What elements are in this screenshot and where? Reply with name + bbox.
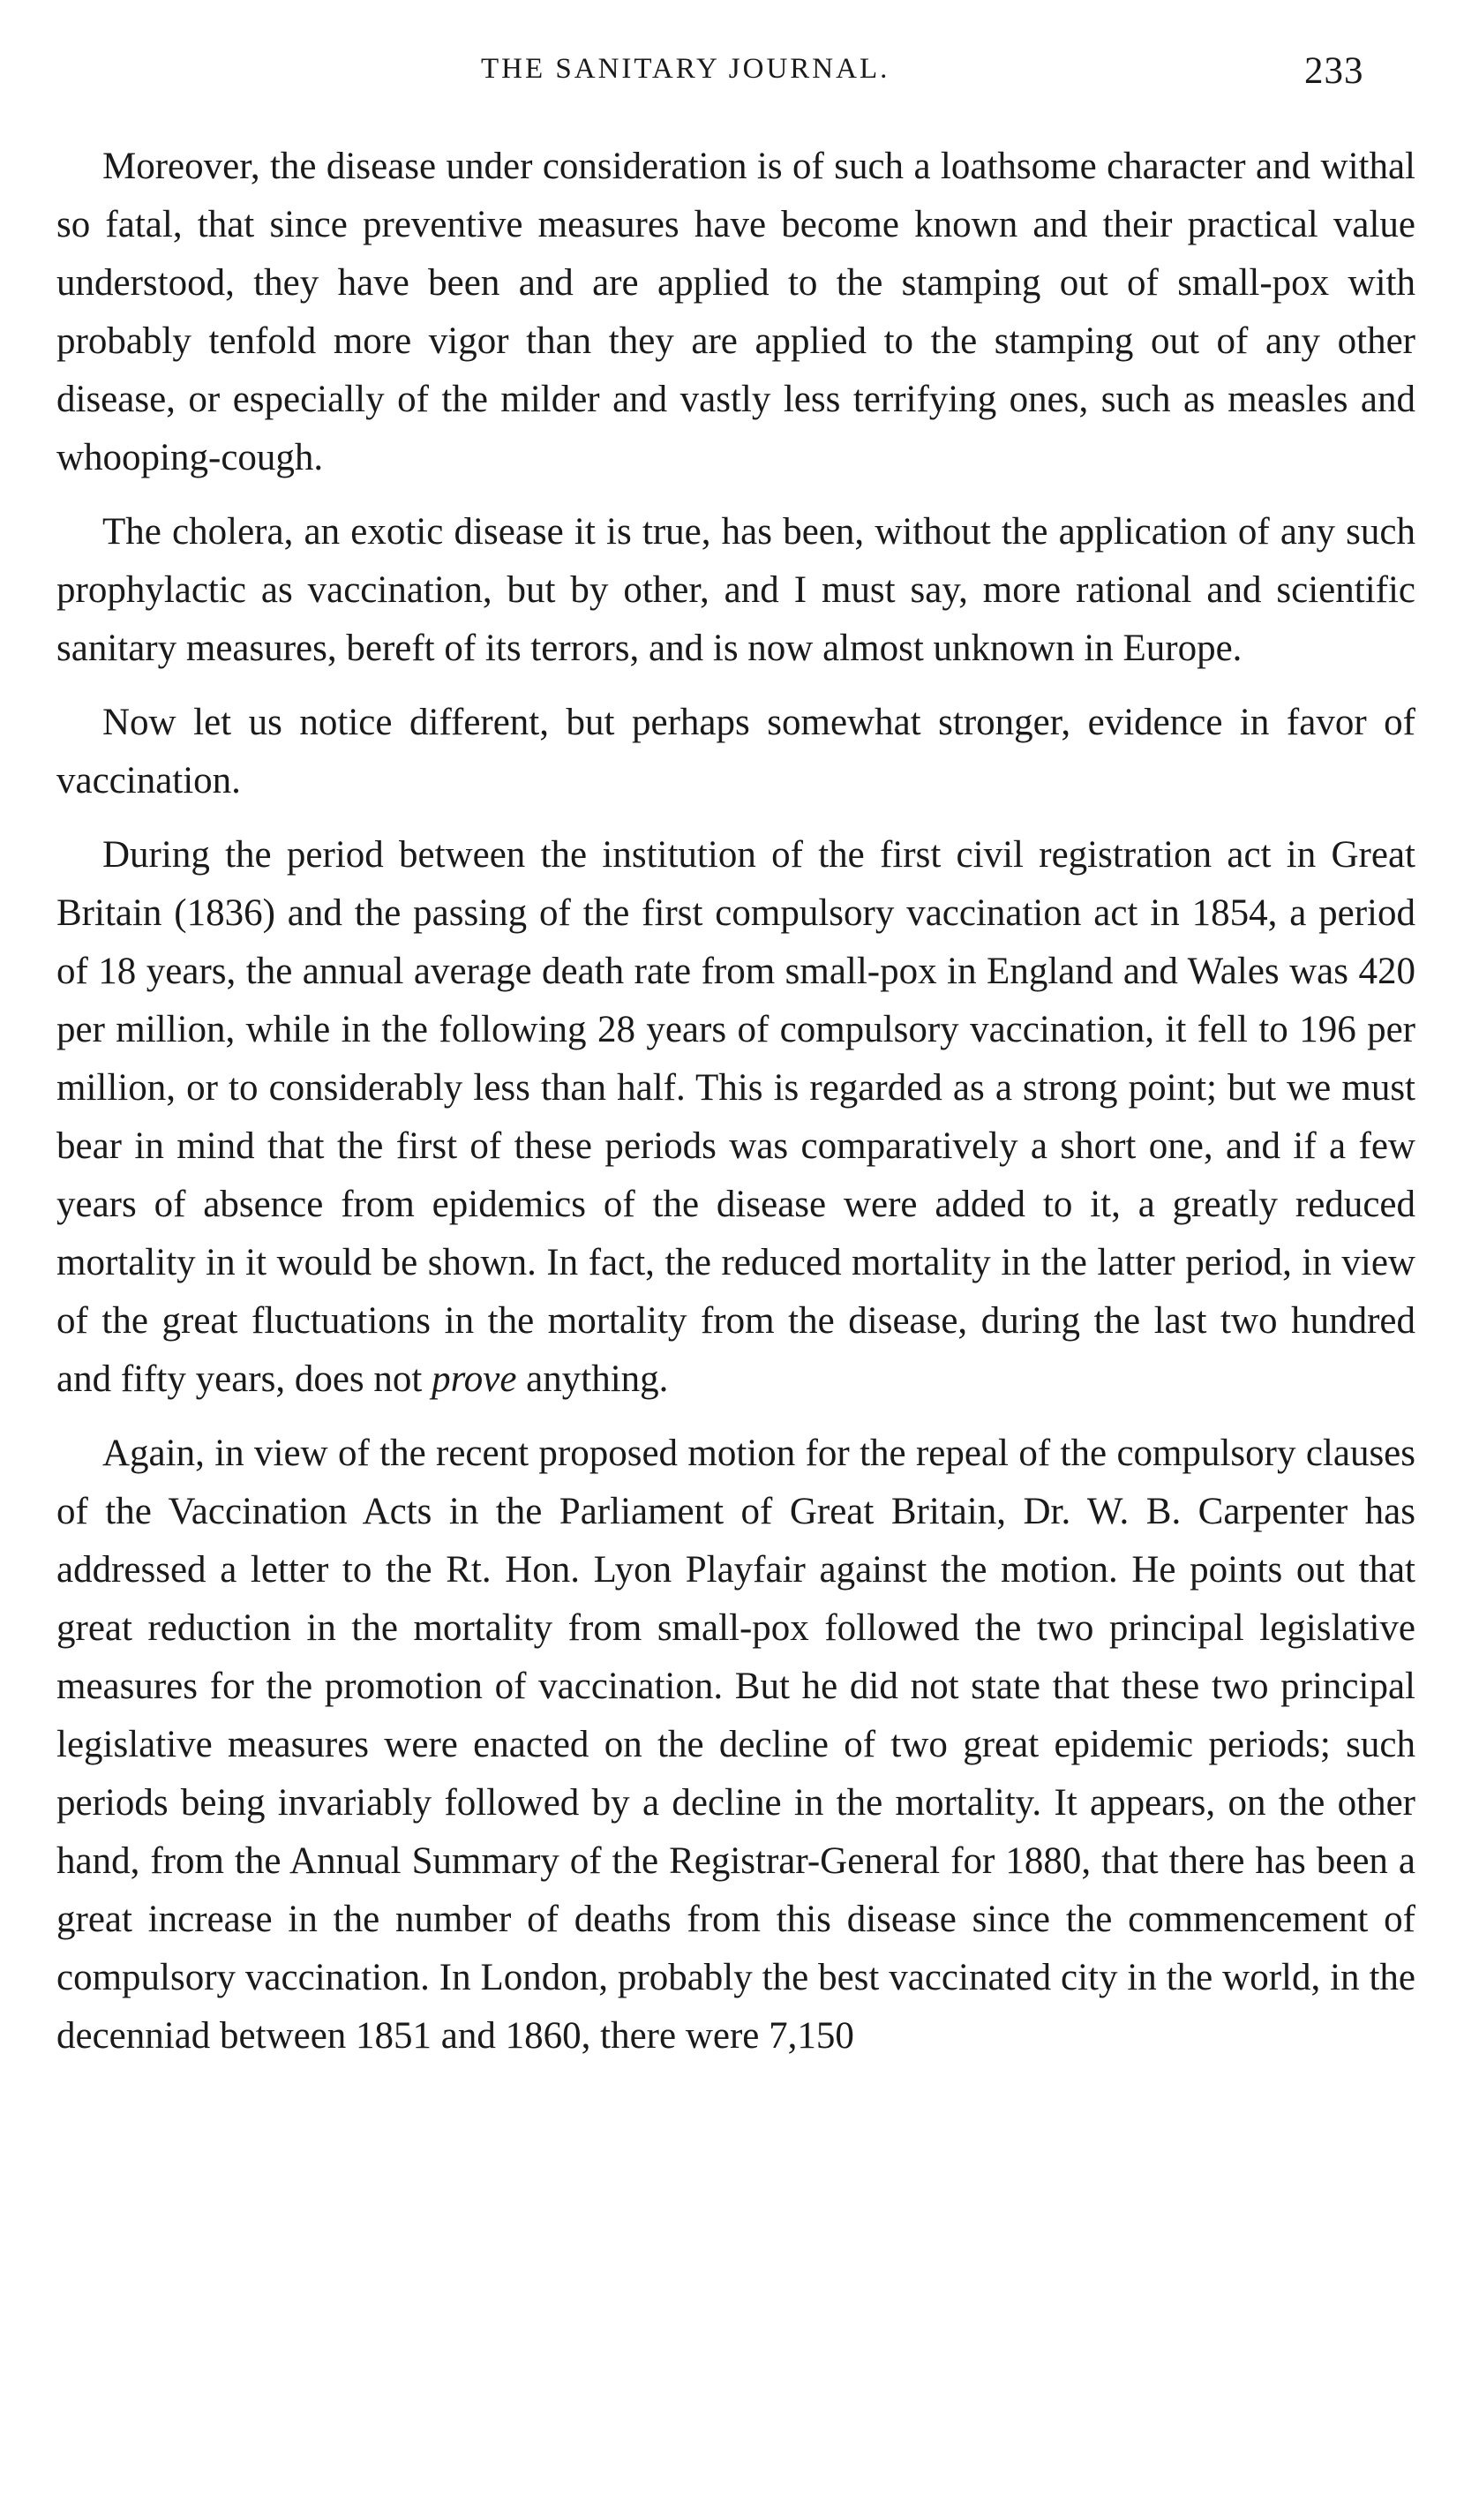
- paragraph-text-after-emphasis: anything.: [516, 1358, 669, 1400]
- emphasized-word: prove: [432, 1358, 517, 1400]
- page-number: 233: [1304, 50, 1364, 92]
- paragraph-carpenter-letter: Again, in view of the recent proposed motion for the repeal of the compulsory clauses of the Vaccination Acts in the Parliament of Great Britain, Dr. W. B. Carpenter has addressed a letter to the Rt. Hon. Lyon Playfair against the motion. He points out that great reduction in the mortality from small-pox followed the two principal legislative measures for the promotion of vaccination. But he did not state that these two principal legislative measures were enacted on the decline of two great epidemic periods; such periods being invariably followed by a decline in the mortality. It appears, on the other hand, from the Annual Summary of the Registrar-General for 1880, that there has been a great increase in the number of deaths from this disease since the commencement of compulsory vaccination. In London, probably the best vaccinated city in the world, in the decenniad between 1851 and 1860, there were 7,150: [56, 1433, 1415, 2057]
- paragraph-smallpox-loathsome: Moreover, the disease under consideration is of such a loathsome character and withal so fatal, that since preventive measures have become known and their practical value understood, they have been and are applied to the stamping out of small-pox with probably tenfold more vigor than they are applied to the stamping out of any other disease, or especially of the milder and vastly less terrifying ones, such as measles and whooping-cough.: [56, 146, 1415, 478]
- running-head: [0, 44, 1479, 106]
- paragraph-registration-statistics: [56, 826, 1415, 1409]
- article-body: [56, 138, 1415, 2081]
- journal-title: THE SANITARY JOURNAL.: [481, 53, 890, 85]
- paragraph-cholera: The cholera, an exotic disease it is true, has been, without the application of any such prophylactic as vaccination, but by other, and I must say, more rational and scientific sanitary measures, bereft of its terrors, and is now almost unknown in Europe.: [56, 511, 1415, 669]
- paragraph-evidence-for-vaccination: Now let us notice different, but perhaps somewhat stronger, evidence in favor of vaccination.: [56, 702, 1415, 801]
- paragraph-text-before-emphasis: During the period between the institution of the first civil registration act in Great Britain (1836) and the passing of the first compulsory vaccination act in 1854, a period of 18 years, the annual average death rate from small-pox in England and Wales was 420 per million, while in the following 28 years of compulsory vaccination, it fell to 196 per million, or to considerably less than half. This is regarded as a strong point; but we must bear in mind that the first of these periods was comparatively a short one, and if a few years of absence from epidemics of the disease were added to it, a greatly reduced mortality in it would be shown. In fact, the reduced mortality in the latter period, in view of the great fluctuations in the mortality from the disease, during the last two hundred and fifty years, does not: [56, 834, 1415, 1400]
